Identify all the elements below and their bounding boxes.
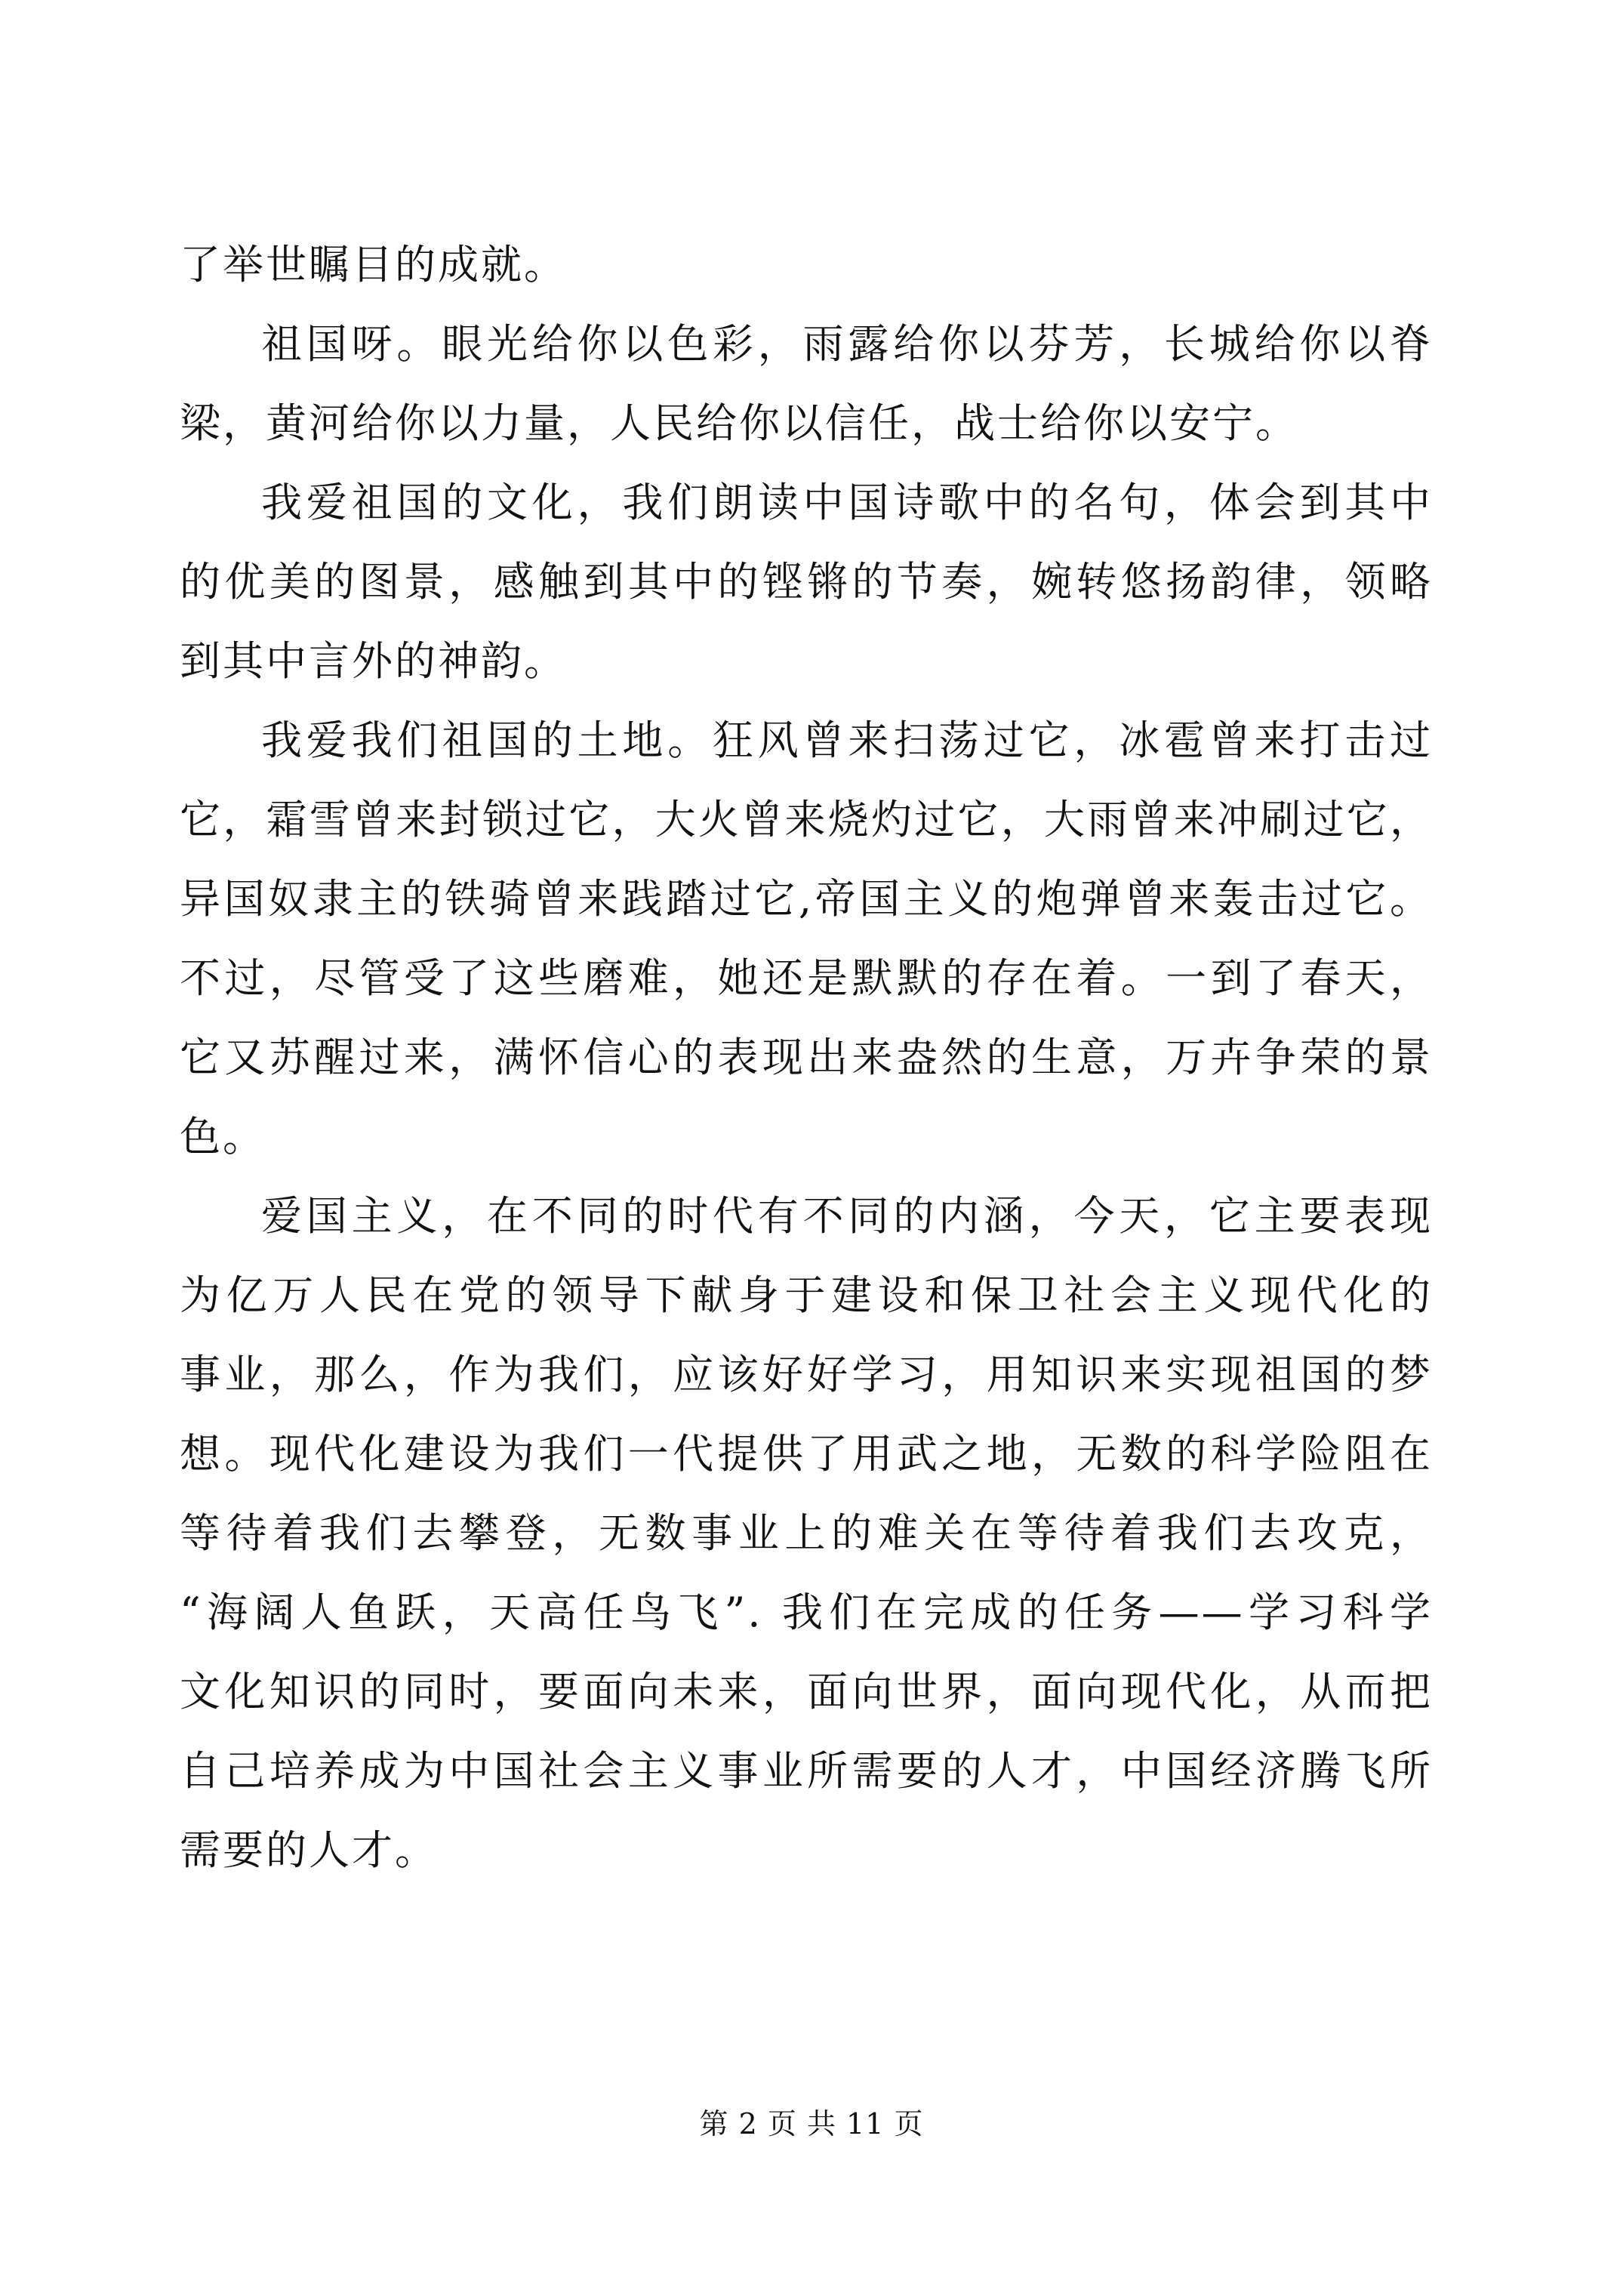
text-line: 我爱我们祖国的土地。狂风曾来扫荡过它，冰雹曾来打击过 bbox=[261, 717, 1433, 764]
body-text bbox=[180, 225, 1433, 1890]
text-line: 想。现代化建设为我们一代提供了用武之地，无数的科学险阻在 bbox=[180, 1430, 1433, 1478]
text-line: 事业，那么，作为我们，应该好好学习，用知识来实现祖国的梦 bbox=[180, 1351, 1433, 1398]
text-line: 爱国主义，在不同的时代有不同的内涵，今天，它主要表现 bbox=[261, 1192, 1433, 1240]
text-line: 自己培养成为中国社会主义事业所需要的人才，中国经济腾飞所 bbox=[180, 1747, 1433, 1795]
text-line: 等待着我们去攀登，无数事业上的难关在等待着我们去攻克， bbox=[180, 1509, 1433, 1557]
text-line: 梁，黄河给你以力量，人民给你以信任，战士给你以安宁。 bbox=[180, 399, 1298, 447]
page-number-footer: 第 2 页 共 11 页 bbox=[699, 2107, 924, 2140]
text-line: 它又苏醒过来，满怀信心的表现出来盎然的生意，万卉争荣的景 bbox=[180, 1034, 1433, 1081]
text-line: 我爱祖国的文化，我们朗读中国诗歌中的名句，体会到其中 bbox=[261, 479, 1433, 526]
text-line: “海阔人鱼跃，天高任鸟飞”. 我们在完成的任务——学习科学 bbox=[180, 1589, 1433, 1636]
text-line: 祖国呀。眼光给你以色彩，雨露给你以芬芳，长城给你以脊 bbox=[261, 320, 1433, 368]
text-line: 到其中言外的神韵。 bbox=[180, 637, 567, 685]
text-line: 需要的人才。 bbox=[180, 1826, 438, 1874]
text-line: 文化知识的同时，要面向未来，面向世界，面向现代化，从而把 bbox=[180, 1668, 1433, 1715]
text-line: 色。 bbox=[180, 1113, 266, 1160]
text-line: 它，霜雪曾来封锁过它，大火曾来烧灼过它，大雨曾来冲刷过它， bbox=[180, 796, 1433, 843]
text-line: 异国奴隶主的铁骑曾来践踏过它,帝国主义的炮弹曾来轰击过它。 bbox=[180, 875, 1433, 923]
text-line: 的优美的图景，感触到其中的铿锵的节奏，婉转悠扬韵律，领略 bbox=[180, 558, 1433, 606]
text-line: 了举世瞩目的成就。 bbox=[180, 241, 567, 288]
text-line: 为亿万人民在党的领导下献身于建设和保卫社会主义现代化的 bbox=[180, 1271, 1433, 1319]
text-line: 不过，尽管受了这些磨难，她还是默默的存在着。一到了春天， bbox=[180, 954, 1433, 1002]
